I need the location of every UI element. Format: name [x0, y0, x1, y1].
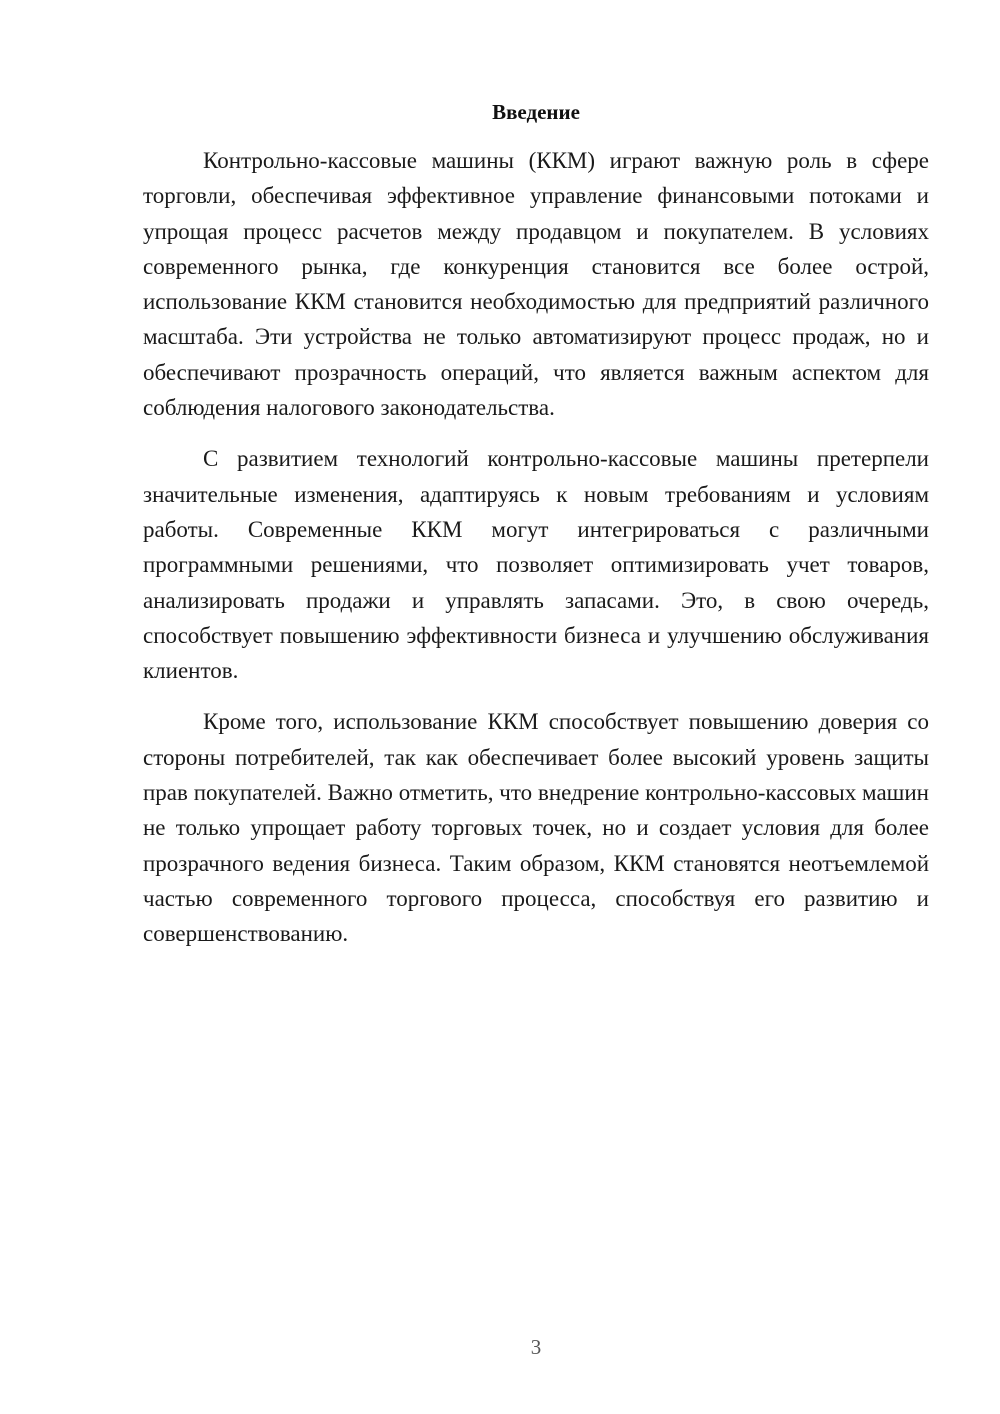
section-title: Введение	[492, 100, 580, 124]
page-number: 3	[530, 1335, 542, 1359]
body-text	[143, 143, 929, 968]
paragraph-1: Контрольно-кассовые машины (ККМ) играют важную роль в сфере торговли, обеспечивая эффективное управление финансовыми потоками и упрощая процесс расчетов между продавцом и покупателем. В условиях современного рынка, где конкуренция становится все более острой, использование ККМ становится необходимостью для предприятий различного масштаба. Эти устройства не только автоматизируют процесс продаж, но и обеспечивают прозрачность операций, что является важным аспектом для соблюдения налогового законодательства.	[143, 148, 929, 421]
paragraph-3: Кроме того, использование ККМ способствует повышению доверия со стороны потребителей, так как обеспечивает более высокий уровень защиты прав покупателей. Важно отметить, что внедрение контрольно-кассовых машин не только упрощает работу торговых точек, но и создает условия для более прозрачного ведения бизнеса. Таким образом, ККМ становятся неотъемлемой частью современного торгового процесса, способствуя его развитию и совершенствованию.	[143, 709, 929, 947]
paragraph-2: С развитием технологий контрольно-кассовые машины претерпели значительные изменения, адаптируясь к новым требованиям и условиям работы. Современные ККМ могут интегрироваться с различными программными решениями, что позволяет оптимизировать учет товаров, анализировать продажи и управлять запасами. Это, в свою очередь, способствует повышению эффективности бизнеса и улучшению обслуживания клиентов.	[143, 446, 929, 684]
